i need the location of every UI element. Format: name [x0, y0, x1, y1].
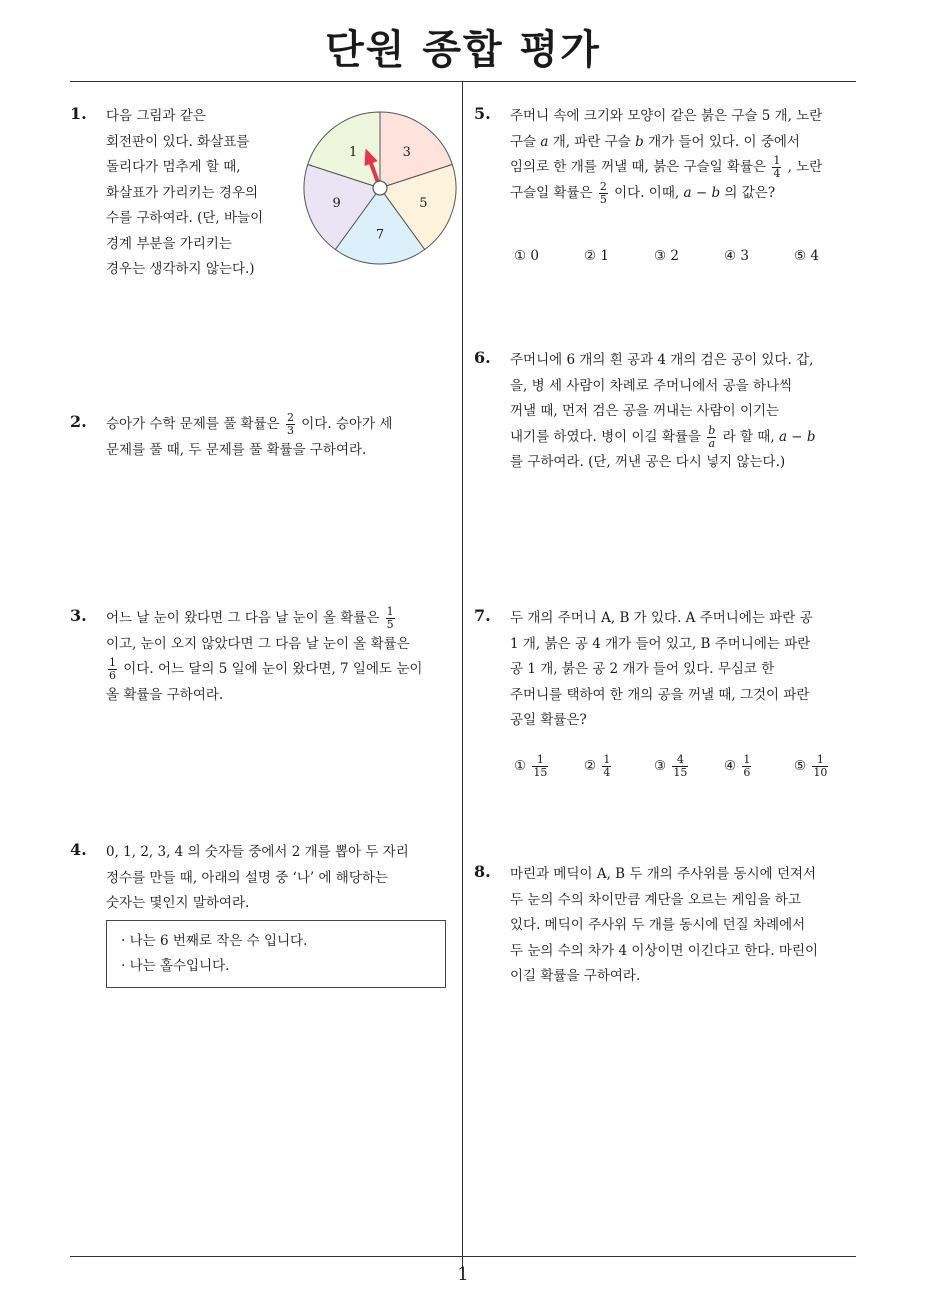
- text-segment: 승아가 수학 문제를 풀 확률은: [106, 416, 280, 432]
- choice-mark: ③: [654, 758, 667, 774]
- text-segment: 라 할 때,: [722, 428, 775, 445]
- fraction: [532, 754, 548, 779]
- fraction-denominator: 15: [673, 766, 688, 779]
- variable: b: [635, 133, 644, 150]
- problem-text: [106, 840, 409, 917]
- fraction-denominator: 6: [743, 766, 751, 779]
- condition-item: · 나는 홀수입니다.: [121, 958, 230, 974]
- spinner-sector-label: 3: [402, 145, 411, 161]
- spinner-hub: [373, 181, 387, 195]
- text-line: [106, 657, 422, 683]
- answer-choices: [514, 754, 844, 788]
- answer-choice-2[interactable]: [584, 754, 613, 779]
- text-segment: 이다. 어느 달의 5 일에 눈이 왔다면, 7 일에도 눈이: [123, 661, 423, 677]
- fraction-denominator: a: [708, 436, 716, 450]
- text-line: 주머니를 택하여 한 개의 공을 꺼낼 때, 그것이 파란: [510, 686, 810, 703]
- fraction: [599, 181, 608, 206]
- fraction-denominator: 15: [533, 766, 548, 779]
- problem-text: [510, 348, 816, 476]
- text-line: 화살표가 가리키는 경우의: [106, 184, 259, 201]
- text-segment: 이다. 이때,: [614, 184, 680, 201]
- fraction-numerator: 1: [743, 753, 751, 766]
- fraction: [742, 754, 751, 779]
- fraction-numerator: 4: [672, 754, 688, 767]
- page-number: 1: [457, 1264, 469, 1285]
- text-line: 꺼낼 때, 먼저 검은 공을 꺼내는 사람이 이기는: [510, 403, 780, 419]
- text-line: 다음 그림과 같은: [106, 108, 206, 124]
- problem-number: 1.: [70, 104, 87, 123]
- variable: a: [540, 133, 549, 150]
- fraction-numerator: 1: [603, 753, 611, 766]
- text-segment: 이다. 승아가 세: [301, 416, 393, 432]
- fraction-denominator: 4: [603, 766, 611, 779]
- text-segment: 개, 파란 구슬: [552, 133, 631, 150]
- answer-choice-2[interactable]: ② 1: [584, 248, 609, 264]
- fraction-denominator: 10: [813, 766, 828, 779]
- text-segment: 구슬일 확률은: [510, 184, 593, 201]
- condition-item: · 나는 6 번째로 작은 수 입니다.: [121, 933, 308, 949]
- problem-number: 5.: [474, 104, 491, 123]
- spinner-sector-label: 7: [375, 227, 385, 243]
- answer-choice-1[interactable]: ① 0: [514, 248, 539, 264]
- variable: a: [778, 428, 787, 445]
- text-line: [106, 412, 392, 438]
- answer-choice-4[interactable]: ④ 3: [724, 248, 749, 264]
- spinner-sector-label: 5: [419, 196, 428, 212]
- text-line: [510, 155, 822, 181]
- text-line: [106, 606, 422, 632]
- text-segment: 개가 들어 있다. 이 중에서: [648, 133, 800, 150]
- variable: a: [683, 184, 692, 201]
- fraction-numerator: 1: [812, 754, 828, 767]
- text-line: 공일 확률은?: [510, 712, 587, 728]
- text-segment: 어느 날 눈이 왔다면 그 다음 날 눈이 올 확률은: [106, 610, 380, 626]
- text-line: 주머니에 6 개의 흰 공과 4 개의 검은 공이 있다. 갑,: [510, 352, 814, 368]
- text-line: 돌리다가 멈추게 할 때,: [106, 159, 241, 175]
- fraction: [386, 606, 395, 631]
- problem-text: [106, 104, 263, 283]
- problem-text: [510, 606, 813, 734]
- text-line: 마린과 메딕이 A, B 두 개의 주사위를 동시에 던져서: [510, 866, 817, 882]
- answer-choice-4[interactable]: [724, 754, 753, 779]
- text-line: [510, 130, 822, 156]
- text-line: 경우는 생각하지 않는다.): [106, 261, 255, 277]
- text-segment: 의 값은?: [724, 184, 776, 201]
- fraction-denominator: 6: [109, 669, 116, 682]
- problem-number: 8.: [474, 862, 491, 881]
- fraction-numerator: 2: [599, 179, 607, 193]
- text-line: 회전판이 있다. 화살표를: [106, 133, 250, 150]
- bottom-rule: [70, 1256, 856, 1257]
- choice-mark: ⑤: [794, 758, 807, 774]
- spinner-sector-label: 1: [349, 145, 358, 161]
- fraction: [672, 754, 688, 779]
- page-title: 단원 종합 평가: [325, 27, 601, 73]
- choice-mark: ①: [514, 758, 527, 774]
- text-line: 주머니 속에 크기와 모양이 같은 붉은 구슬 5 개, 노란: [510, 108, 823, 124]
- fraction-numerator: 1: [773, 154, 781, 167]
- condition-box: [106, 920, 446, 988]
- fraction: [602, 754, 611, 779]
- problem-number: 3.: [70, 606, 87, 625]
- answer-choice-5[interactable]: ⑤ 4: [794, 248, 819, 264]
- fraction-numerator: 1: [532, 754, 548, 767]
- text-line: 정수를 만들 때, 아래의 설명 중 ‘나’ 에 해당하는: [106, 869, 388, 886]
- fraction: [812, 754, 828, 779]
- answer-choice-3[interactable]: ③ 2: [654, 248, 679, 264]
- problem-text: [106, 606, 422, 708]
- text-segment: 내기를 하였다. 병이 이길 확률을: [510, 428, 701, 445]
- text-line: 수를 구하여라. (단, 바늘이: [106, 210, 264, 226]
- fraction: [286, 412, 295, 437]
- text-segment: , 노란: [787, 159, 823, 175]
- variable: b: [806, 428, 816, 445]
- problem-text: [510, 862, 818, 990]
- text-line: 올 확률을 구하여라.: [106, 686, 224, 703]
- column-divider: [462, 82, 463, 1272]
- answer-choice-1[interactable]: [514, 754, 550, 779]
- text-line: 를 구하여라. (단, 꺼낸 공은 다시 넣지 않는다.): [510, 454, 786, 470]
- fraction-denominator: 5: [386, 618, 394, 631]
- text-line: 공 1 개, 붉은 공 2 개가 들어 있다. 무심코 한: [510, 661, 775, 677]
- text-line: 을, 병 세 사람이 차례로 주머니에서 공을 하나씩: [510, 377, 793, 394]
- text-line: 두 개의 주머니 A, B 가 있다. A 주머니에는 파란 공: [510, 610, 813, 626]
- problem-number: 6.: [474, 348, 491, 367]
- spinner-sector-label: 9: [332, 196, 341, 212]
- fraction-numerator: 2: [286, 411, 294, 424]
- problem-text: [510, 104, 822, 206]
- text-line: 두 눈의 수의 차이만큼 계단을 오르는 게임을 하고: [510, 891, 801, 908]
- choice-mark: ④: [724, 758, 737, 774]
- text-line: 있다. 메딕이 주사위 두 개를 동시에 던질 차례에서: [510, 917, 806, 933]
- choice-mark: ②: [584, 758, 597, 774]
- text-line: 문제를 풀 때, 두 문제를 풀 확률을 구하여라.: [106, 441, 367, 458]
- text-line: 숫자는 몇인지 말하여라.: [106, 895, 250, 911]
- fraction: [772, 155, 781, 180]
- problem-number: 7.: [474, 606, 491, 625]
- text-segment: 임의로 한 개를 꺼낼 때, 붉은 구슬일 확률은: [510, 159, 767, 175]
- fraction: [108, 657, 117, 682]
- text-line: 이고, 눈이 오지 않았다면 그 다음 날 눈이 올 확률은: [106, 635, 410, 652]
- operator: −: [691, 184, 712, 201]
- problem-text: [106, 412, 392, 463]
- text-line: 두 눈의 수의 차가 4 이상이면 이긴다고 한다. 마린이: [510, 942, 819, 959]
- fraction-denominator: 3: [286, 424, 294, 437]
- answer-choice-5[interactable]: [794, 754, 830, 779]
- text-segment: 구슬: [510, 133, 537, 150]
- spinner-diagram: [300, 108, 460, 268]
- problem-number: 4.: [70, 840, 87, 859]
- fraction-denominator: 4: [773, 167, 781, 180]
- text-line: [510, 181, 822, 207]
- text-line: 경계 부분을 가리키는: [106, 235, 232, 252]
- answer-choices: [514, 248, 844, 268]
- fraction-numerator: b: [708, 423, 716, 437]
- fraction-denominator: 5: [599, 192, 607, 206]
- top-rule: [70, 81, 856, 82]
- variable: b: [711, 184, 721, 201]
- operator: −: [787, 428, 807, 445]
- fraction: [707, 425, 716, 450]
- fraction-numerator: 1: [386, 605, 394, 618]
- problem-number: 2.: [70, 412, 87, 431]
- text-line: [510, 425, 816, 451]
- text-line: 0, 1, 2, 3, 4 의 숫자들 중에서 2 개를 뽑아 두 자리: [106, 844, 409, 860]
- answer-choice-3[interactable]: [654, 754, 690, 779]
- text-line: 1 개, 붉은 공 4 개가 들어 있고, B 주머니에는 파란: [510, 635, 811, 652]
- fraction-numerator: 1: [109, 656, 116, 669]
- text-line: 이길 확률을 구하여라.: [510, 968, 641, 984]
